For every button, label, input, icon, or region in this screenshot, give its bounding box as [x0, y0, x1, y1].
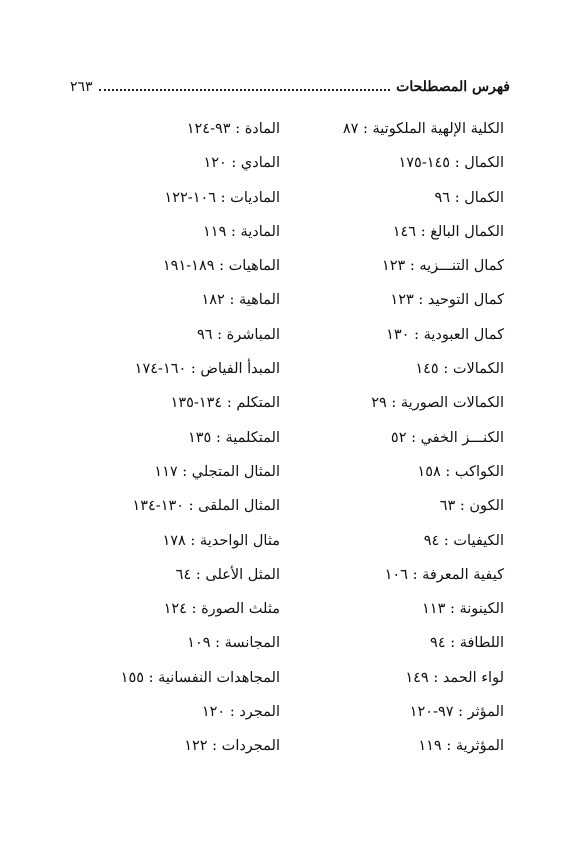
index-entry: كمال العبودية : ١٣٠ — [386, 326, 504, 343]
index-list-right — [294, 112, 504, 764]
index-column-right — [294, 112, 504, 764]
index-entry: الماهيات : ١٨٩-١٩١ — [162, 258, 280, 275]
index-entry: الكون : ٦٣ — [439, 498, 504, 515]
index-entry: الماديات : ١٠٦-١٢٢ — [164, 189, 280, 206]
running-head — [70, 76, 510, 98]
index-entry: لواء الحمد : ١٤٩ — [405, 669, 504, 686]
index-entry: الكينونة : ١١٣ — [422, 601, 504, 618]
index-entry: اللطافة : ٩٤ — [430, 635, 504, 652]
running-head-title: فهرس المصطلحات — [396, 79, 510, 95]
index-entry: الكمال البالغ : ١٤٦ — [392, 223, 504, 240]
dot-leader — [99, 89, 391, 91]
index-entry: المادي : ١٢٠ — [203, 155, 280, 172]
index-entry: المثال المتجلي : ١١٧ — [154, 463, 280, 480]
index-entry: المؤثر : ٩٧-١٢٠ — [409, 704, 504, 721]
index-entry: الكلية الإلهية الملكوتية : ٨٧ — [342, 121, 504, 137]
index-entry: الكنـــز الخفي : ٥٢ — [390, 429, 504, 446]
index-entry: الكيفيات : ٩٤ — [423, 532, 504, 549]
index-entry: مثلث الصورة : ١٢٤ — [163, 601, 280, 618]
index-entry: كيفية المعرفة : ١٠٦ — [384, 566, 504, 583]
index-entry: المجرد : ١٢٠ — [201, 704, 280, 721]
index-entry: الماهية : ١٨٢ — [201, 292, 280, 309]
index-entry: المثال الملقى : ١٣٠-١٣٤ — [132, 498, 280, 515]
index-entry: كمال التنـــزيه : ١٢٣ — [381, 258, 504, 275]
index-entry: المثل الأعلى : ٦٤ — [175, 566, 280, 583]
index-list-left — [80, 112, 280, 764]
page-number: ٢٦٣ — [70, 79, 93, 95]
index-entry: الكمال : ٩٦ — [434, 189, 504, 206]
index-entry: الكمال : ١٤٥-١٧٥ — [398, 155, 504, 172]
index-entry: المتكلمية : ١٣٥ — [187, 429, 280, 446]
index-entry: الكمالات الصورية : ٢٩ — [371, 395, 504, 412]
index-entry: الكمالات : ١٤٥ — [415, 361, 504, 378]
index-column-left — [80, 112, 280, 764]
index-entry: مثال الواحدية : ١٧٨ — [162, 532, 280, 549]
index-entry: المباشرة : ٩٦ — [196, 326, 280, 343]
index-entry: المؤثرية : ١١٩ — [418, 738, 504, 755]
index-entry: المجردات : ١٢٢ — [184, 738, 280, 755]
index-entry: المجانسة : ١٠٩ — [187, 635, 280, 652]
index-entry: كمال التوحيد : ١٢٣ — [390, 292, 504, 309]
index-entry: المجاهدات النفسانية : ١٥٥ — [120, 669, 280, 686]
index-entry: المادية : ١١٩ — [203, 223, 280, 240]
index-entry: المادة : ٩٣-١٢٤ — [186, 121, 280, 137]
index-entry: المتكلم : ١٣٤-١٣٥ — [170, 395, 280, 412]
index-entry: الكواكب : ١٥٨ — [417, 463, 504, 480]
index-entry: المبدأ الفياض : ١٦٠-١٧٤ — [134, 361, 280, 378]
